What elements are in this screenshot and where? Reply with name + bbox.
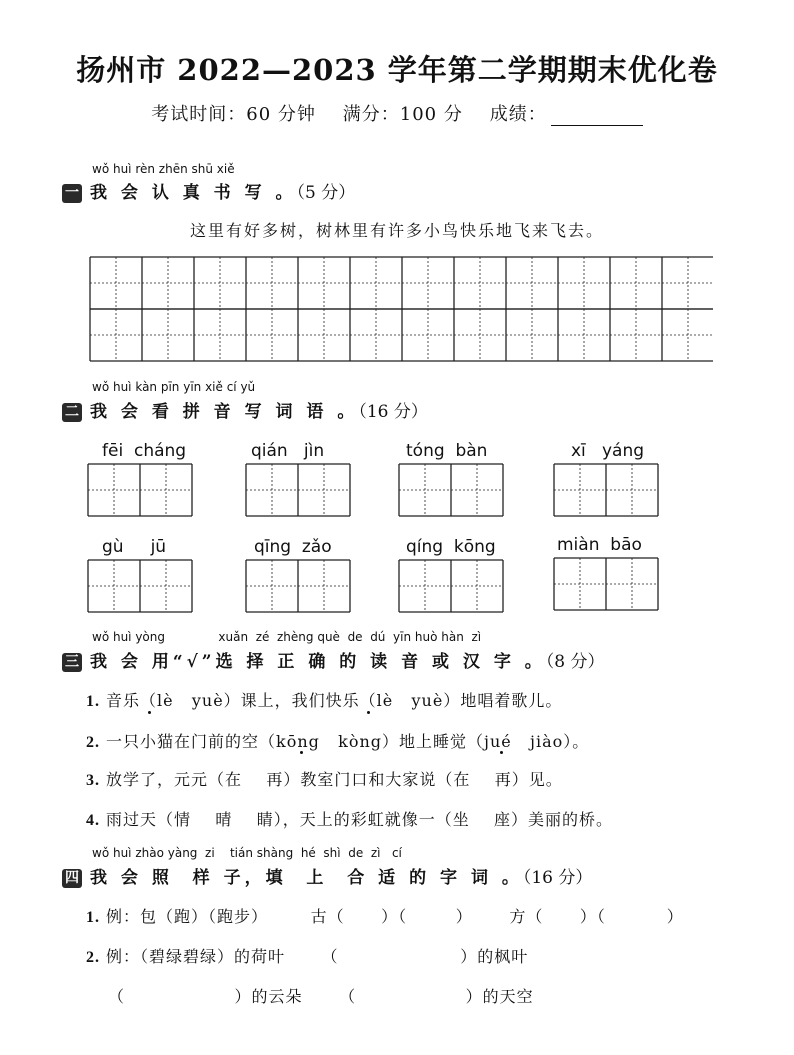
section3-heading [62, 647, 605, 672]
word-box[interactable] [87, 463, 193, 517]
question-number: 4. [86, 812, 100, 829]
pinyin-word: miàn bāo [557, 535, 642, 555]
section1-points: （5 分） [296, 183, 356, 203]
question-number: 3. [86, 772, 100, 789]
word-box[interactable] [87, 559, 193, 613]
score-label: 成绩： [489, 104, 547, 125]
exam-info [0, 100, 794, 126]
word-box[interactable] [553, 463, 659, 517]
question-number: 2. [86, 949, 100, 966]
question-item [86, 767, 563, 790]
question-text: 例：包（跑）（跑步） 古（ ）（ ） 方（ ）（ ） [106, 907, 684, 926]
pinyin-word: gù jū [102, 537, 167, 557]
question-number: 2. [86, 734, 100, 751]
exam-time: 考试时间：60 分钟 [151, 104, 316, 125]
pinyin-word: tóng bàn [406, 441, 488, 461]
copy-sentence: 这里有好多树，树林里有许多小鸟快乐地飞来飞去。 [189, 221, 604, 240]
section3-pinyin: wǒ huì yòng xuǎn zé zhèng què de dú yīn huò hàn zì [92, 630, 482, 644]
section1-badge: 一 [62, 184, 82, 203]
section4-badge: 四 [62, 869, 82, 888]
pinyin-word: qián jìn [251, 441, 325, 461]
section1-heading-text: 我 会 认 真 书 写 。 [90, 183, 297, 203]
section1-pinyin: wǒ huì rèn zhēn shū xiě [92, 162, 235, 176]
emphasis-dot [367, 711, 370, 714]
question-text: 一只小猫在门前的空（kōng kòng）地上睡觉（jué jiào）。 [106, 732, 590, 751]
question-item [108, 984, 534, 1007]
score-blank[interactable] [551, 103, 643, 126]
section3-heading-text: 我 会 用“√”选 择 正 确 的 读 音 或 汉 字 。 [90, 652, 546, 672]
pinyin-word: qīng zǎo [254, 537, 332, 557]
word-box[interactable] [553, 557, 659, 611]
word-box[interactable] [245, 559, 351, 613]
word-box[interactable] [398, 463, 504, 517]
section4-points: （16 分） [522, 868, 593, 888]
section2-heading [62, 397, 428, 422]
section2-badge: 二 [62, 403, 82, 422]
section3-badge: 三 [62, 653, 82, 672]
word-box[interactable] [398, 559, 504, 613]
question-item [86, 944, 528, 967]
question-text: 音乐（lè yuè）课上，我们快乐（lè yuè）地唱着歌儿。 [106, 691, 563, 710]
question-text: 放学了，元元（在 再）教室门口和大家说（在 再）见。 [106, 770, 563, 789]
question-item [86, 904, 684, 927]
question-text: 例：（碧绿碧绿）的荷叶 （ ）的枫叶 [106, 947, 529, 966]
emphasis-dot [300, 751, 303, 754]
question-number: 1. [86, 909, 100, 926]
writing-grid[interactable] [89, 256, 713, 362]
question-number: 1. [86, 693, 100, 710]
full-score: 满分：100 分 [342, 104, 463, 125]
section2-pinyin: wǒ huì kàn pīn yīn xiě cí yǔ [92, 380, 256, 394]
word-box[interactable] [245, 463, 351, 517]
question-item [86, 729, 589, 752]
pinyin-word: qíng kōng [406, 537, 496, 557]
section3-points: （8 分） [545, 652, 605, 672]
question-item [86, 807, 613, 830]
section2-heading-text: 我 会 看 拼 音 写 词 语 。 [90, 402, 359, 422]
page-title: 扬州市 2022—2023 学年第二学期期末优化卷 [76, 53, 718, 87]
section4-heading [62, 863, 592, 888]
section4-heading-text: 我 会 照 样 子，填 上 合 适 的 字 词 。 [90, 868, 523, 888]
pinyin-word: xī yáng [571, 441, 645, 461]
emphasis-dot [148, 711, 151, 714]
emphasis-dot [500, 751, 503, 754]
pinyin-word: fēi cháng [102, 441, 187, 461]
section4-pinyin: wǒ huì zhào yàng zi tián shàng hé shì de zì cí [92, 846, 402, 860]
section2-points: （16 分） [358, 402, 428, 422]
section1-heading [62, 178, 355, 203]
question-item [86, 688, 562, 711]
question-text: （ ）的云朵 （ ）的天空 [108, 987, 534, 1006]
question-text: 雨过天（情 晴 睛），天上的彩虹就像一（坐 座）美丽的桥。 [106, 810, 614, 829]
